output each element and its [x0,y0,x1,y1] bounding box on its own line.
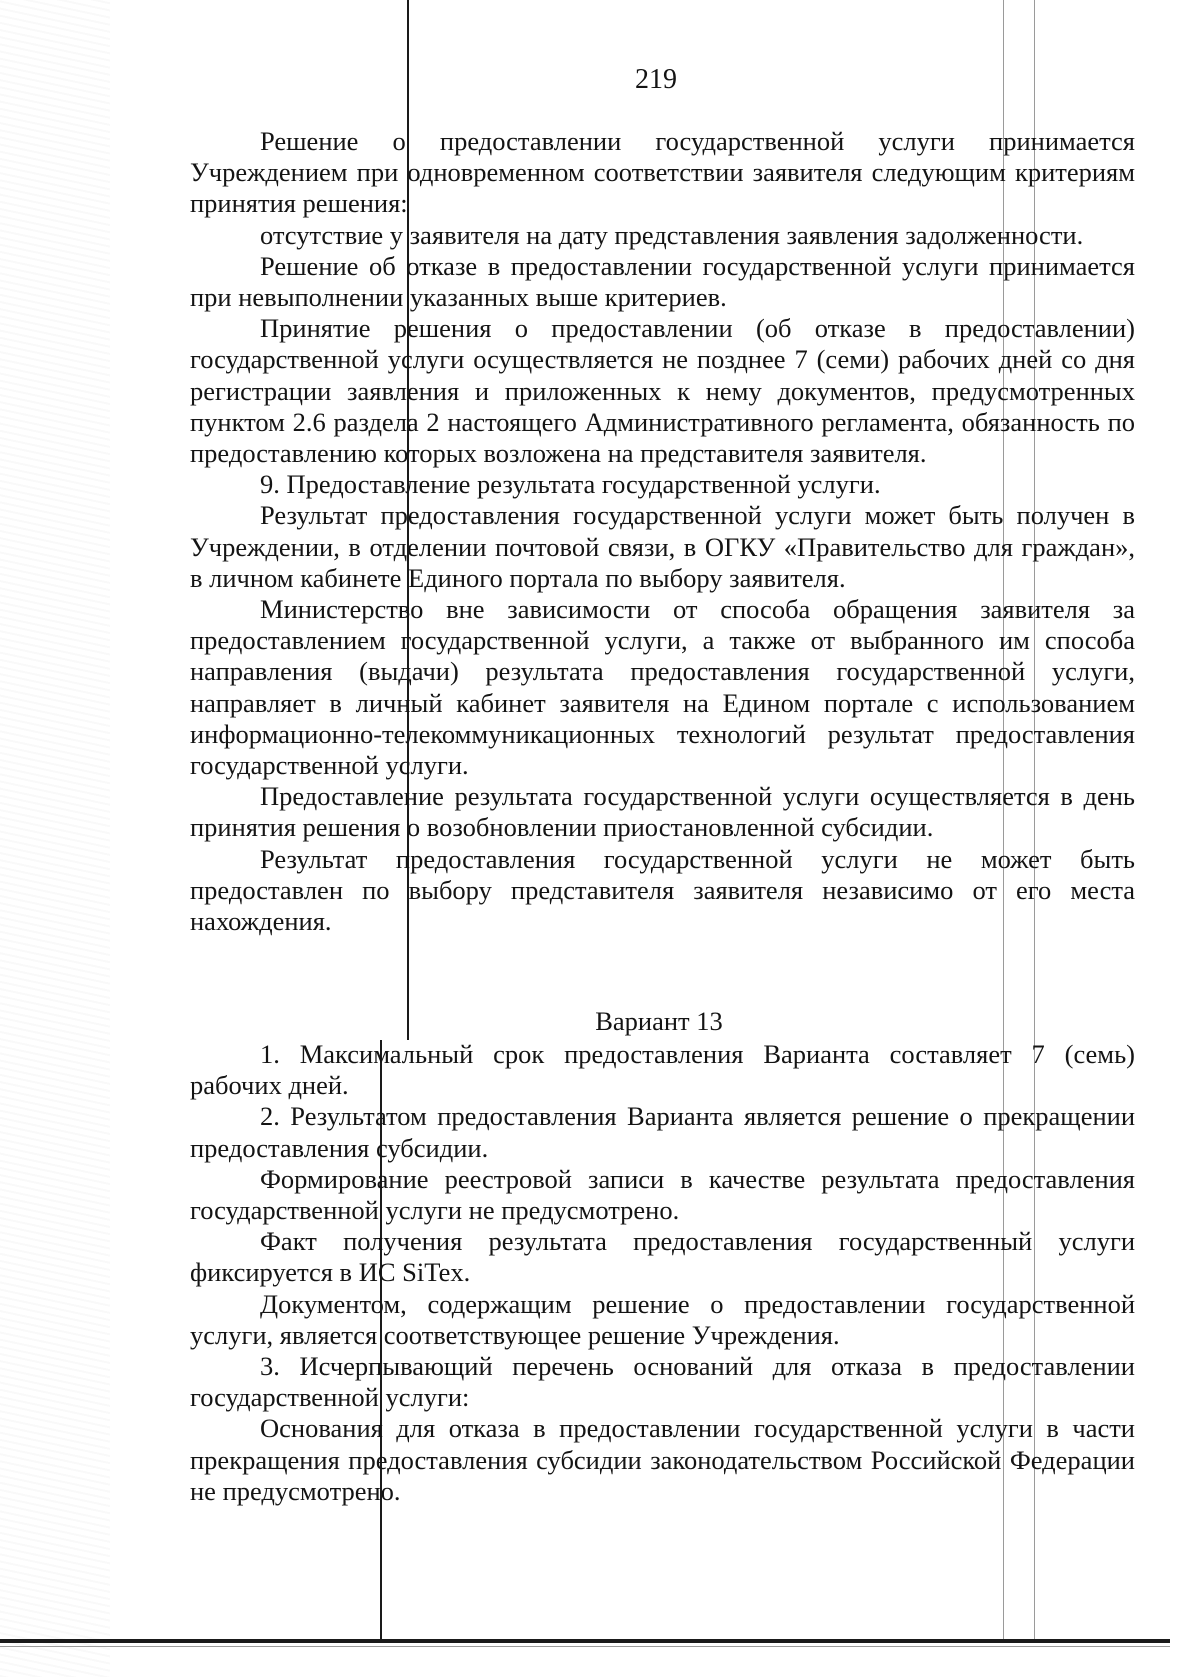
paragraph: Министерство вне зависимости от способа обращения заявителя за предоставлением государственной услуги, а также от выбранного им способа направления (выдачи) результата предоставления государственной услуги, направляет в личный кабинет заявителя на Едином портале с использованием информационно-телекоммуникационных технологий результат предоставления государственной услуги. [190,594,1135,781]
paragraph: Решение об отказе в предоставлении государственной услуги принимается при невыполнении указанных выше критериев. [190,250,1135,313]
body-text-bottom [190,1039,1135,1507]
page-number: 219 [635,64,677,95]
paragraph: Основания для отказа в предоставлении государственной услуги в части прекращения предоставления субсидии законодательством Российской Федерации не предусмотрено. [190,1413,1135,1506]
paragraph: Документом, содержащим решение о предоставлении государственной услуги, является соответствующее решение Учреждения. [190,1288,1135,1350]
paragraph: 2. Результатом предоставления Варианта является решение о прекращении предоставления субсидии. [190,1101,1135,1163]
paragraph: Результат предоставления государственной услуги не может быть предоставлен по выбору представителя заявителя независимо от его места нахождения. [190,843,1135,937]
paragraph: отсутствие у заявителя на дату представления заявления задолженности. [260,219,1084,250]
paragraph: Предоставление результата государственной услуги осуществляется в день принятия решения о возобновлении приостановленной субсидии. [190,781,1135,843]
scan-horizontal-bottom [0,1639,1170,1643]
paragraph: Результат предоставления государственной услуги может быть получен в Учреждении, в отделении почтовой связи, в ОГКУ «Правительство для граждан», в личном кабинете Единого портала по выбору заявителя. [190,500,1135,593]
scan-horizontal-bottom-2 [0,1646,1170,1647]
variant-heading: Вариант 13 [595,1006,723,1036]
scan-noise [0,0,110,1677]
paragraph: Принятие решения о предоставлении (об отказе в предоставлении) государственной услуги осуществляется не позднее 7 (семи) рабочих дней со дня регистрации заявления и приложенных к нему документов, предусмотренных пунктом 2.6 раздела 2 настоящего Административного регламента, обязанность по предоставлению которых возложена на представителя заявителя. [190,313,1135,469]
body-text-top [190,126,1135,937]
paragraph: 3. Исчерпывающий перечень оснований для отказа в предоставлении государственной услуги: [190,1351,1135,1413]
paragraph: 1. Максимальный срок предоставления Варианта составляет 7 (семь) рабочих дней. [190,1039,1135,1101]
paragraph: 9. Предоставление результата государственной услуги. [260,469,881,500]
paragraph: Формирование реестровой записи в качестве результата предоставления государственной услуги не предусмотрено. [190,1163,1135,1226]
paragraph: Решение о предоставлении государственной услуги принимается Учреждением при одновременном соответствии заявителя следующим критериям принятия решения: [190,126,1135,219]
paragraph: Факт получения результата предоставления государственный услуги фиксируется в ИС SiTex. [190,1226,1135,1288]
